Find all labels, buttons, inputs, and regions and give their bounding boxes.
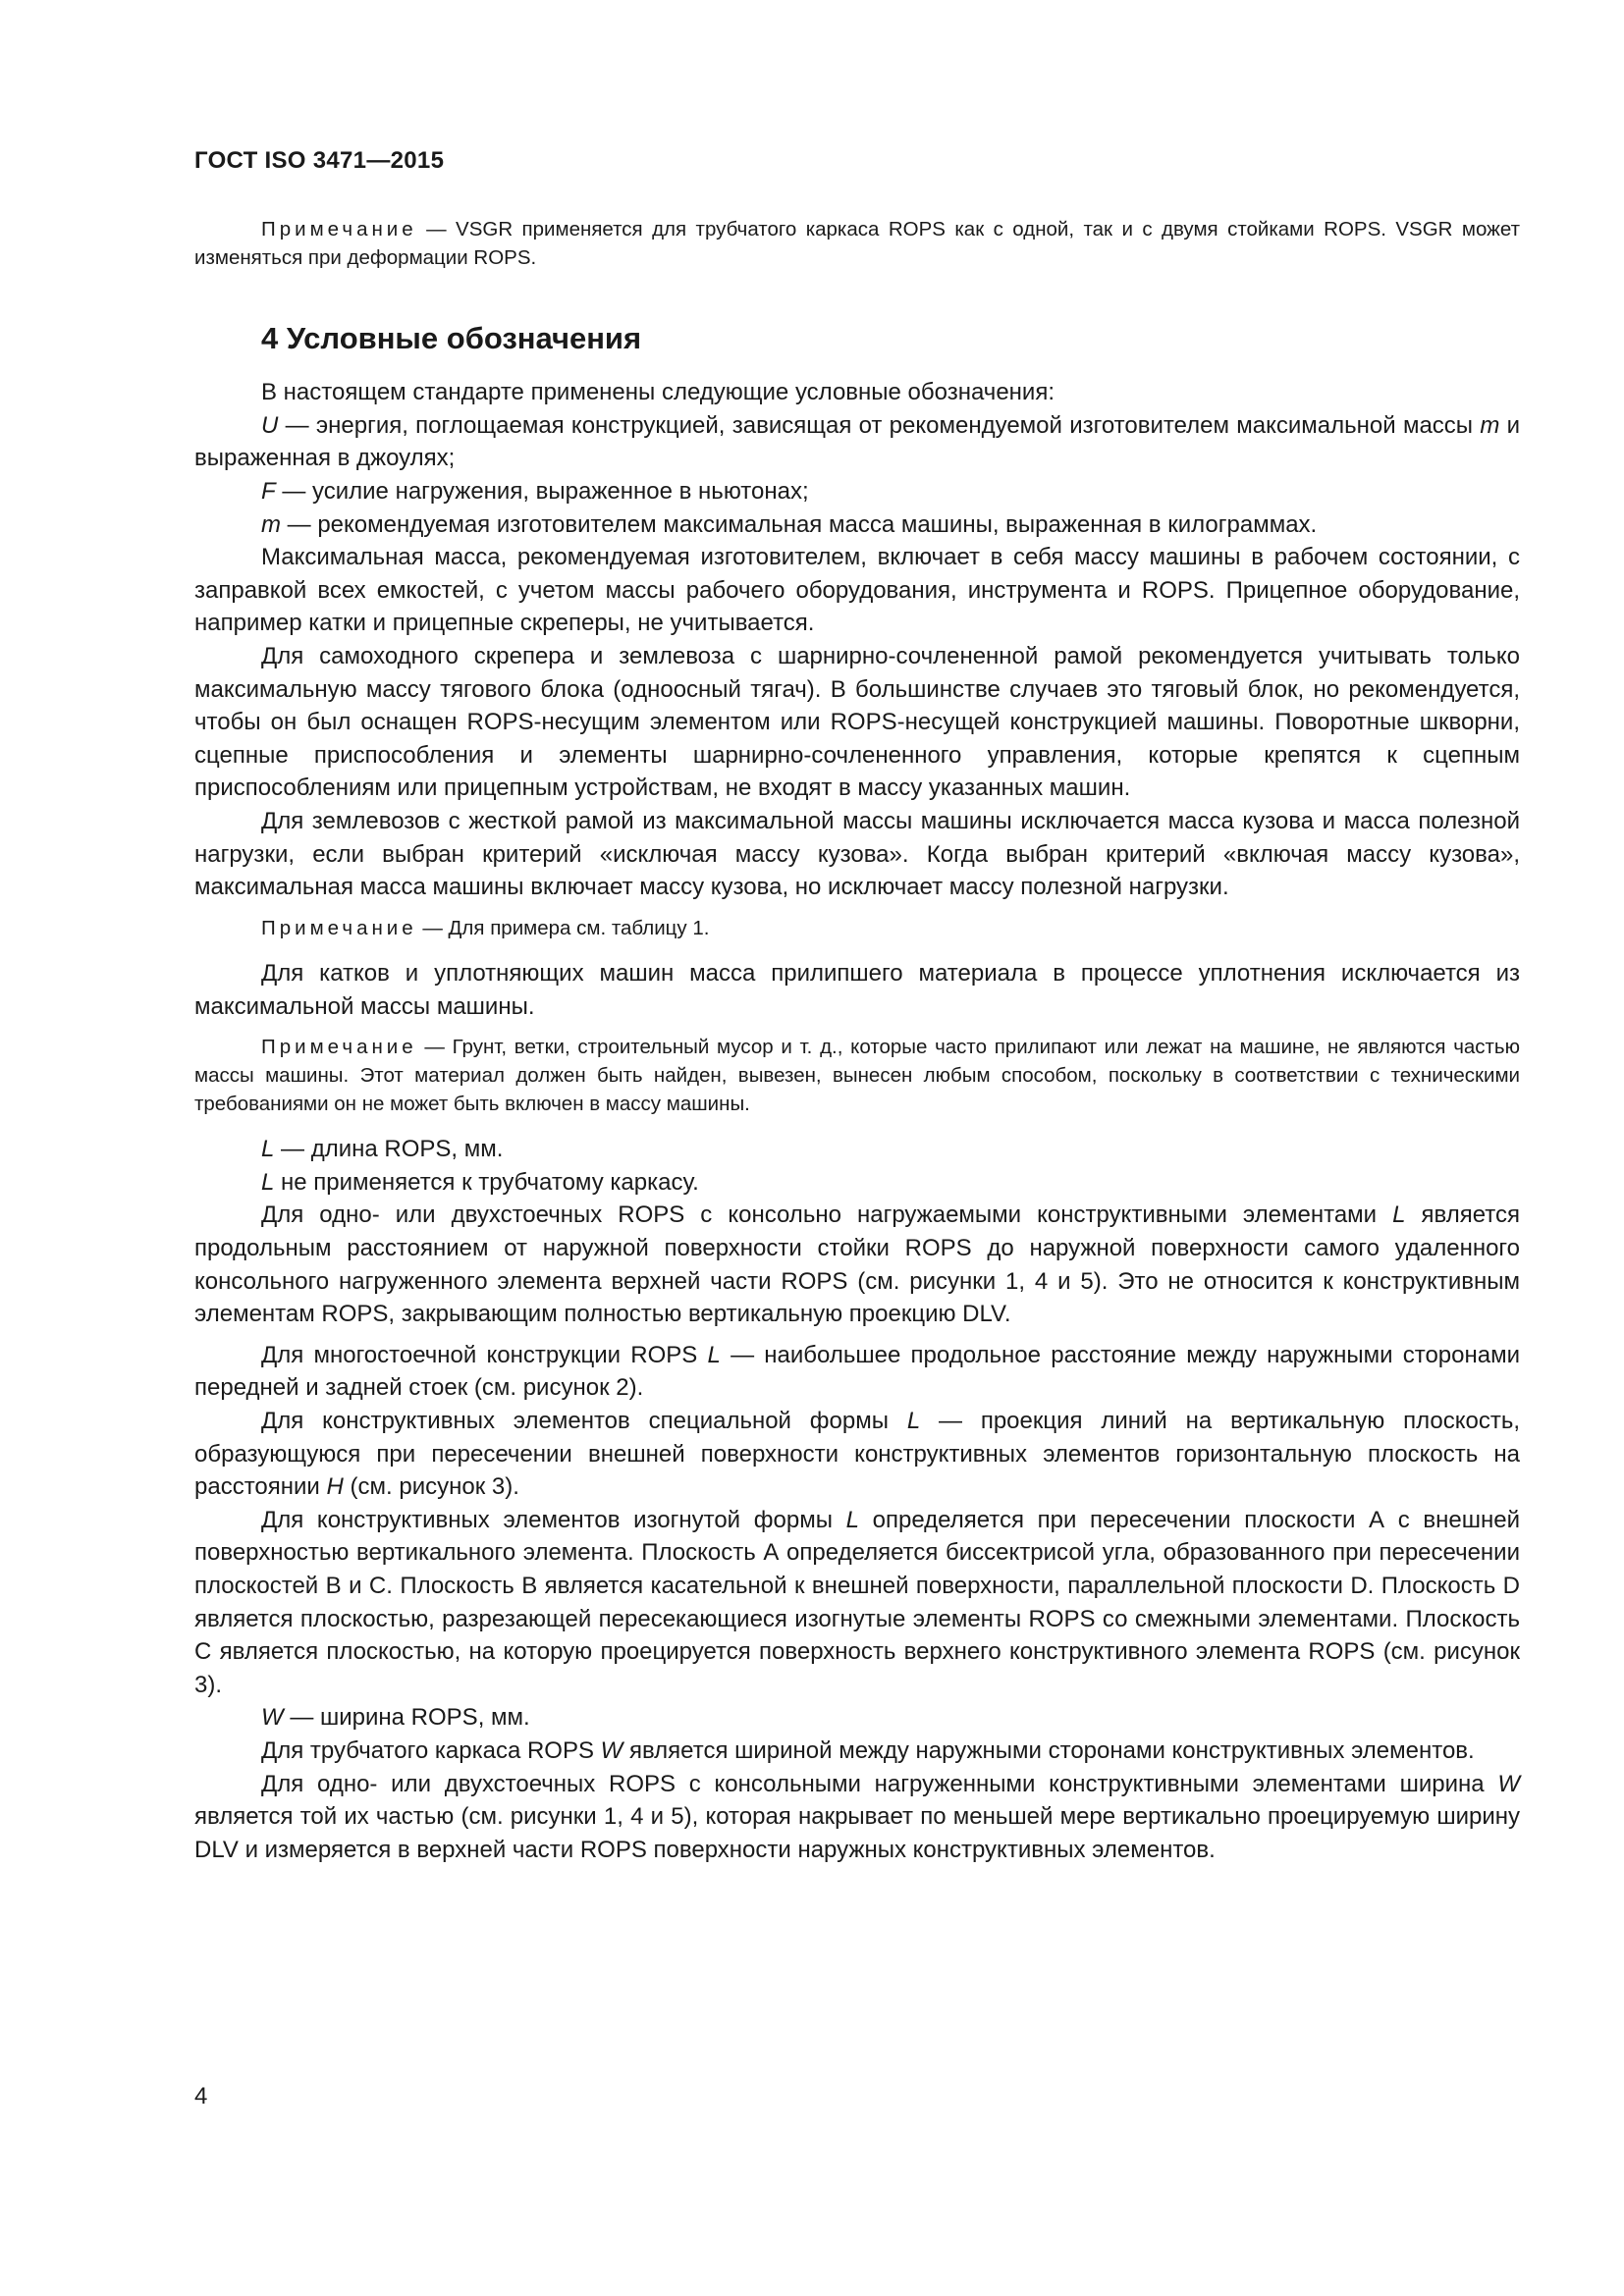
note-text: — VSGR применяется для трубчатого каркаса ROPS как с одной, так и с двумя стойками ROPS. VSGR может изменяться при деформации ROPS. [194, 218, 1520, 269]
l-curved-text-end: определяется при пересечении плоскости А с внешней поверхностью вертикального элемента. Плоскость А определяется биссектрисой угла, образованного при пересечении плоскостей В и С. Плоскость В является касательной к внешней поверхности, параллельной плоскости D. Плоскость D является плоскостью, разрезающей пересекающиеся изогнутые элементы ROPS со смежными элементами. Плоскость С является плоскостью, на которую проецируется поверхность верхнего конструктивного элемента ROPS (см. рисунок 3). [194, 1506, 1520, 1698]
symbol-u: U [261, 411, 279, 439]
symbol-l: L [261, 1168, 275, 1196]
paragraph-rigid-frame: Для землевозов с жесткой рамой из максимальной массы машины исключается масса кузова и масса полезной нагрузки, если выбран критерий «исключая массу кузова». Когда выбран критерий «включая массу кузова», максимальная масса машины включает массу кузова, но исключает массу полезной нагрузки. [194, 807, 1520, 901]
paragraph-l-multi-post [194, 1339, 1520, 1405]
note-adhered-material [194, 1034, 1520, 1118]
symbol-f: F [261, 477, 276, 505]
page-number: 4 [194, 2083, 208, 2109]
symbol-m-definition: — рекомендуемая изготовителем максимальная масса машины, выраженная в килограммах. [281, 510, 1318, 538]
paragraph-l-tube [194, 1166, 1520, 1200]
paragraph-w-tube [194, 1735, 1520, 1768]
paragraph-rollers: Для катков и уплотняющих машин масса прилипшего материала в процессе уплотнения исключается из максимальной массы машины. [194, 960, 1520, 1020]
note-label: Примечание [261, 1036, 417, 1059]
l-multi-text: Для многостоечной конструкции ROPS [261, 1341, 708, 1368]
paragraph-max-mass: Максимальная масса, рекомендуемая изготовителем, включает в себя массу машины в рабочем состоянии, с заправкой всех емкостей, с учетом массы рабочего оборудования, инструмента и ROPS. Прицепное оборудование, например катки и прицепные скреперы, не учитывается. [194, 544, 1520, 637]
paragraph-scraper: Для самоходного скрепера и землевоза с шарнирно-сочлененной рамой рекомендуется учитывать только максимальную массу тягового блока (одноосный тягач). В большинстве случаев это тяговый блок, но рекомендуется, чтобы он был оснащен ROPS-несущим элементом или ROPS-несущей конструкцией машины. Поворотные шкворни, сцепные приспособления и элементы шарнирно-сочлененного управления, которые крепятся к сцепным приспособлениям или прицепным устройствам, не входят в массу указанных машин. [194, 642, 1520, 802]
l-cantilever-text-end: является продольным расстоянием от наружной поверхности стойки ROPS до наружной поверхности самого удаленного консольного нагруженного элемента верхней части ROPS (см. рисунки 1, 4 и 5). Это не относится к конструктивным элементам ROPS, закрывающим полностью вертикальную проекцию DLV. [194, 1201, 1520, 1328]
paragraph-l-curved [194, 1504, 1520, 1702]
l-special-text: Для конструктивных элементов специальной формы [261, 1408, 907, 1434]
paragraph-l-special-form [194, 1405, 1520, 1504]
paragraph-l-cantilever [194, 1199, 1520, 1330]
symbol-m-inline: m [1480, 411, 1500, 439]
note-text: — Грунт, ветки, строительный мусор и т. д., которые часто прилипают или лежат на машине, не являются частью массы машины. Этот материал должен быть найден, вывезен, вынесен любым способом, поскольку в соответствии с техническими требованиями он не может быть включен в массу машины. [194, 1036, 1520, 1115]
symbol-u-definition-end: и выраженная в джоулях; [194, 411, 1520, 472]
paragraph-intro: В настоящем стандарте применены следующие условные обозначения: [261, 379, 1055, 406]
w-cantilever-text: Для одно- или двухстоечных ROPS с консольными нагруженными конструктивными элементами ширина [261, 1770, 1498, 1797]
symbol-w: W [261, 1704, 284, 1732]
paragraph-w-cantilever [194, 1768, 1520, 1867]
note-label: Примечание [261, 218, 417, 240]
symbol-l: L [1392, 1201, 1406, 1229]
note-label: Примечание [261, 916, 417, 939]
symbol-f-definition: — усилие нагружения, выраженное в ньютонах; [275, 477, 809, 505]
symbol-w: W [1497, 1770, 1520, 1797]
l-tube-text: не применяется к трубчатому каркасу. [274, 1168, 699, 1196]
paragraph-symbol-l [194, 1133, 1520, 1166]
paragraph-symbol-m [194, 508, 1520, 542]
symbol-l: L [707, 1341, 721, 1368]
symbol-l: L [845, 1506, 859, 1533]
symbol-l: L [906, 1408, 921, 1434]
symbol-l: L [261, 1136, 275, 1163]
w-cantilever-text-end: является той их частью (см. рисунки 1, 4 и 5), которая накрывает по меньшей мере вертикально проецируемую ширину DLV и измеряется в верхней части ROPS поверхности наружных конструктивных элементов. [194, 1803, 1520, 1863]
document-code-header: ГОСТ ISO 3471—2015 [194, 147, 445, 174]
l-special-text-mid: — проекция линий на вертикальную плоскость, образующуюся при пересечении внешней поверхности конструктивных элементов горизонтальную плоскость на расстоянии [194, 1408, 1520, 1501]
l-multi-text-end: — наибольшее продольное расстояние между наружными сторонами передней и задней стоек (см. рисунок 2). [194, 1341, 1520, 1402]
symbol-u-definition: — энергия, поглощаемая конструкцией, зависящая от рекомендуемой изготовителем максимальной массы [278, 411, 1481, 439]
symbol-w: W [600, 1736, 623, 1764]
symbol-m: m [261, 510, 281, 538]
paragraph-symbol-u [194, 409, 1520, 475]
symbol-h: H [326, 1473, 344, 1501]
section-title: 4 Условные обозначения [261, 321, 642, 356]
symbol-w-definition: — ширина ROPS, мм. [283, 1704, 530, 1732]
note-text: — Для примера см. таблицу 1. [416, 916, 710, 939]
w-tube-text-end: является шириной между наружными сторонами конструктивных элементов. [623, 1736, 1475, 1764]
symbol-l-definition: — длина ROPS, мм. [274, 1136, 504, 1163]
l-curved-text: Для конструктивных элементов изогнутой формы [261, 1506, 846, 1533]
document-page [194, 147, 1520, 1866]
note-vsgr [194, 216, 1520, 272]
l-special-text-end: (см. рисунок 3). [343, 1473, 519, 1501]
w-tube-text: Для трубчатого каркаса ROPS [261, 1736, 601, 1764]
l-cantilever-text: Для одно- или двухстоечных ROPS с консольно нагружаемыми конструктивными элементами [261, 1201, 1393, 1229]
note-table-example [194, 915, 1520, 943]
paragraph-symbol-w [194, 1701, 1520, 1735]
paragraph-symbol-f [194, 475, 1520, 508]
